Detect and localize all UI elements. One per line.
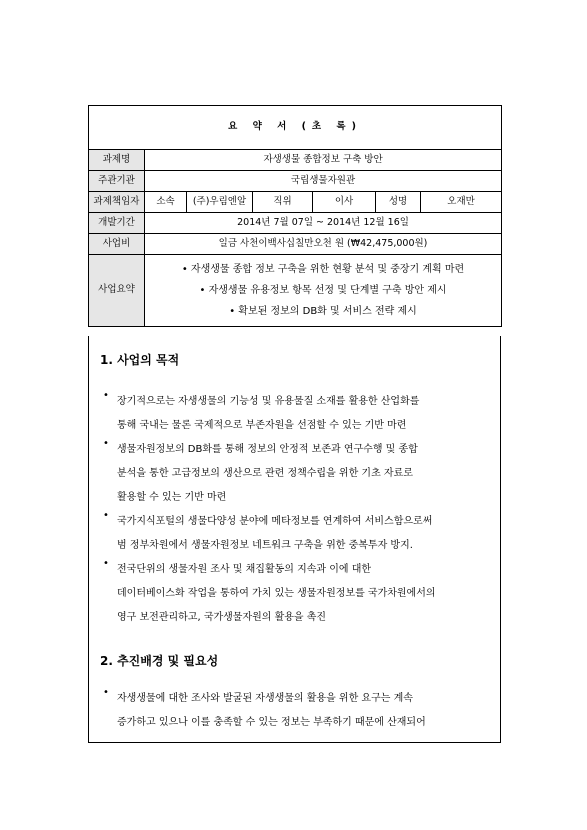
period-label: 개발기간: [89, 213, 145, 234]
section-bullet: • 전국단위의 생물자원 조사 및 채집활동의 지속과 이에 대한 데이터베이스화 작업을 통하여 가치 있는 생물자원정보를 국가차원에서의 영구 보전관리하고, 국가생물자원의 활용을 촉진: [103, 558, 436, 623]
position-value: 이사: [313, 192, 376, 213]
organization-label: 주관기관: [89, 171, 145, 192]
manager-label: 과제책임자: [89, 192, 145, 213]
affiliation-value: (주)우림엔알: [187, 192, 253, 213]
summary-item: • 확보된 정보의 DB화 및 서비스 전략 제시: [229, 306, 417, 317]
affiliation-label: 소속: [145, 192, 187, 213]
bullet-icon: •: [103, 438, 109, 449]
bullet-icon: •: [103, 390, 109, 401]
bullet-icon: •: [229, 306, 236, 317]
summary-table: [88, 105, 502, 327]
section-bullet: • 국가지식포털의 생물다양성 분야에 메타정보를 연계하여 서비스함으로써 범 정부차원에서 생물자원정보 네트워크 구축을 위한 중복투자 방지.: [103, 510, 433, 551]
bullet-icon: •: [103, 510, 109, 521]
section-bullet: • 장기적으로는 자생생물의 기능성 및 유용물질 소재를 활용한 산업화를 통해 국내는 물론 국제적으로 부존자원을 선점할 수 있는 기반 마련: [103, 390, 420, 431]
position-label: 직위: [253, 192, 313, 213]
period-value: 2014년 7월 07일 ~ 2014년 12월 16일: [145, 213, 502, 234]
bullet-icon: •: [103, 558, 109, 569]
project-name-label: 과제명: [89, 150, 145, 171]
organization-value: 국립생물자원관: [145, 171, 502, 192]
document-title: 요 약 서 (초 록): [89, 106, 502, 150]
summary-content: [145, 255, 502, 327]
bullet-icon: •: [181, 264, 188, 275]
summary-label: 사업요약: [89, 255, 145, 327]
section-heading: 1. 사업의 목적: [100, 353, 180, 367]
section-bullet: • 생물자원정보의 DB화를 통해 정보의 안정적 보존과 연구수행 및 종합 분석을 통한 고급정보의 생산으로 관련 정책수립을 위한 기초 자료로 활용할 수 있는 기반 마련: [103, 438, 418, 503]
summary-item: • 자생생물 유용정보 항목 선정 및 단계별 구축 방안 제시: [199, 285, 447, 296]
section-bullet: • 자생생물에 대한 조사와 발굴된 자생생물의 활용을 위한 요구는 계속 증가하고 있으나 이를 충족할 수 있는 정보는 부족하기 때문에 산재되어: [103, 687, 426, 728]
section-heading: 2. 추진배경 및 필요성: [100, 654, 219, 668]
bullet-icon: •: [199, 285, 206, 296]
budget-value: 일금 사천이백사십칠만오천 원 (₩42,475,000원): [145, 234, 502, 255]
budget-label: 사업비: [89, 234, 145, 255]
bullet-icon: •: [103, 687, 109, 698]
name-value: 오재만: [421, 192, 502, 213]
project-name-value: 자생생물 종합정보 구축 방안: [145, 150, 502, 171]
name-label: 성명: [376, 192, 421, 213]
summary-item: • 자생생물 종합 정보 구축을 위한 현황 분석 및 중장기 계획 마련: [181, 264, 465, 275]
